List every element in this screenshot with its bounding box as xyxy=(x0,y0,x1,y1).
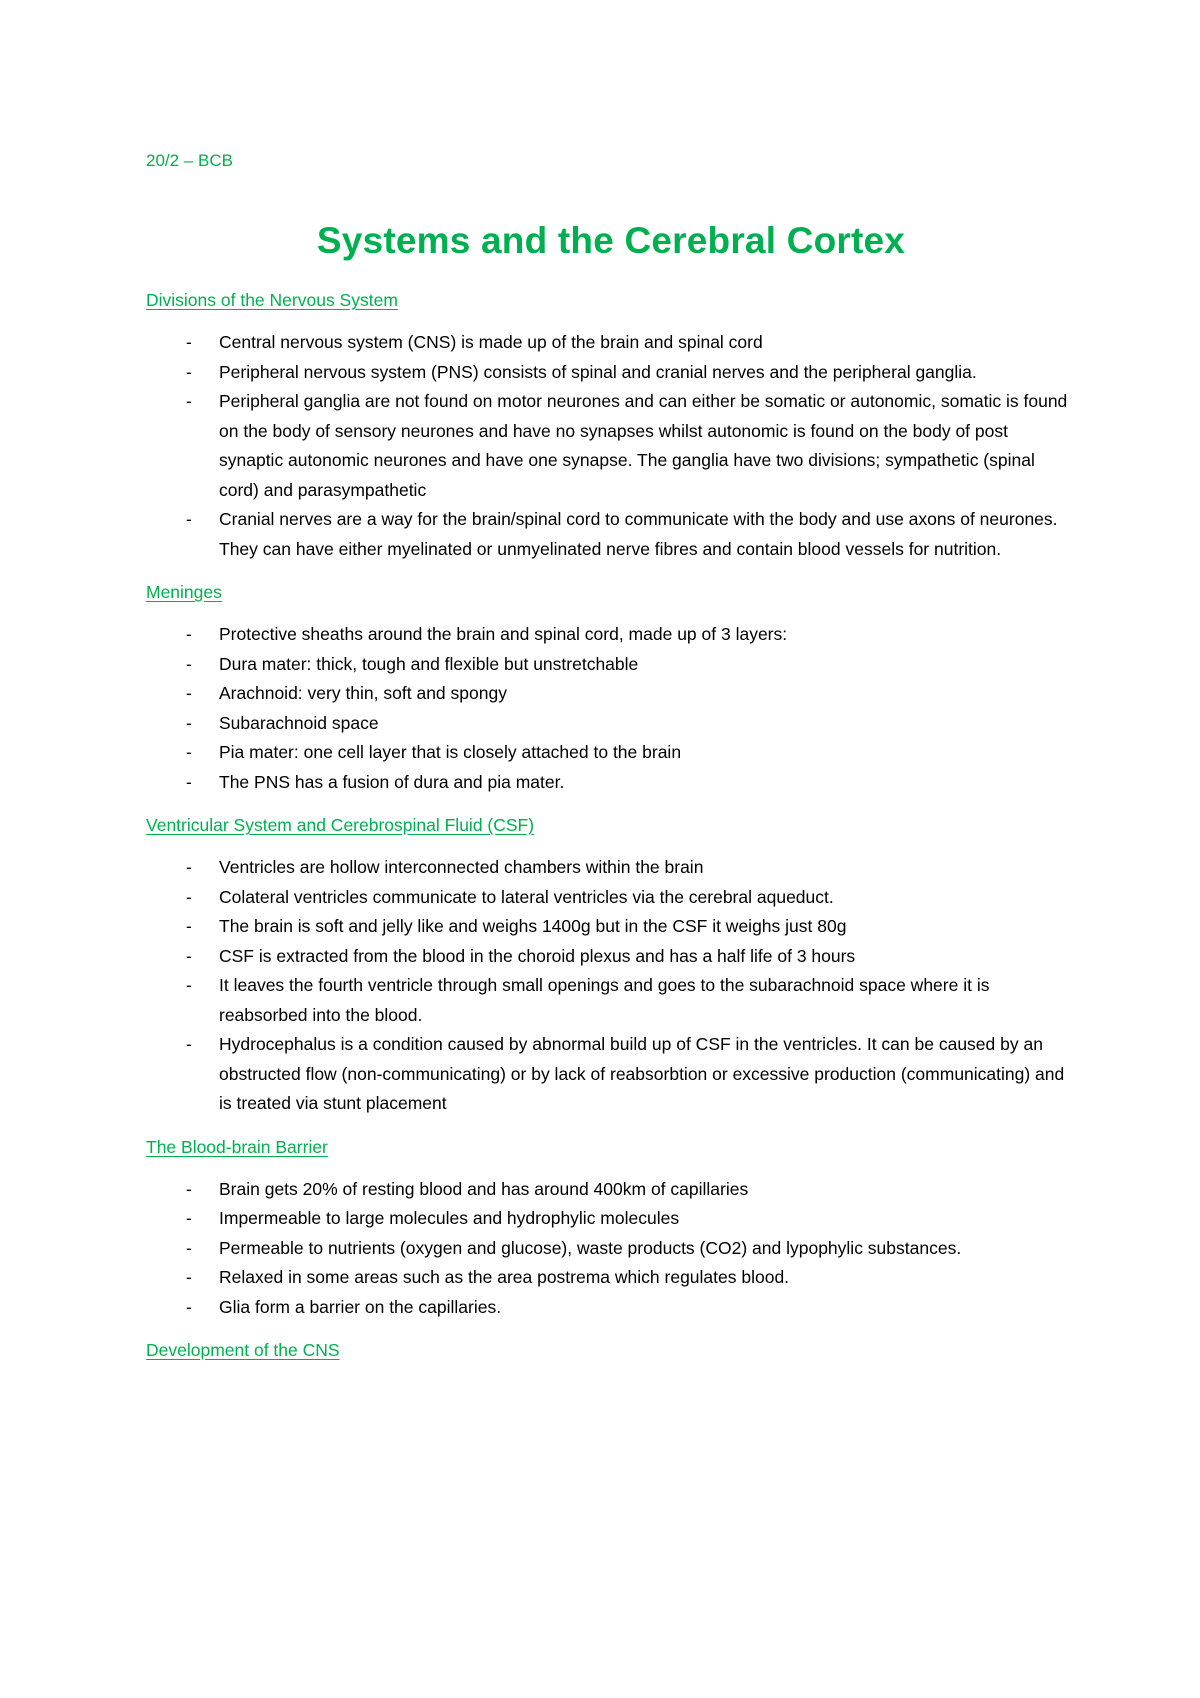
dash-bullet-icon: - xyxy=(186,1267,192,1287)
dash-bullet-icon: - xyxy=(186,712,192,733)
list-item xyxy=(146,387,1076,505)
list-item-text: Arachnoid: very thin, soft and spongy xyxy=(219,683,507,703)
list-item-text: Peripheral ganglia are not found on motor neurones and can either be somatic or autonomic, somatic is found on the body of sensory neurones and have no synapses whilst autonomic is found on the body of post synaptic autonomic neurones and have one synapse. The ganglia have two divisions; sympathetic (spinal cord) and parasympathetic xyxy=(219,391,1068,500)
list-item xyxy=(146,1293,1076,1323)
dash-bullet-icon: - xyxy=(186,916,192,936)
section-heading: Ventricular System and Cerebrospinal Fluid (CSF) xyxy=(146,815,535,835)
list-item xyxy=(146,679,1076,709)
section xyxy=(146,288,1076,564)
list-item-text: Subarachnoid space xyxy=(219,712,379,733)
list-item-text: Relaxed in some areas such as the area postrema which regulates blood. xyxy=(219,1267,790,1287)
list-item-text: Hydrocephalus is a condition caused by abnormal build up of CSF in the ventricles. It can be caused by an obstructed flow (non-communicating) or by lack of reabsorbtion or excessive production (communicating) and is treated via stunt placement xyxy=(219,1034,1065,1113)
date-line: 20/2 – BCB xyxy=(146,151,233,170)
bullet-list xyxy=(146,620,1076,797)
list-item-text: Colateral ventricles communicate to lateral ventricles via the cerebral aqueduct. xyxy=(219,886,834,907)
list-item-text: Brain gets 20% of resting blood and has around 400km of capillaries xyxy=(219,1178,749,1199)
section xyxy=(146,1135,1076,1323)
dash-bullet-icon: - xyxy=(186,771,192,792)
dash-bullet-icon: - xyxy=(186,742,192,762)
list-item xyxy=(146,358,1076,388)
dash-bullet-icon: - xyxy=(186,332,192,352)
list-item-text: Central nervous system (CNS) is made up of the brain and spinal cord xyxy=(219,332,763,352)
list-item xyxy=(146,1204,1076,1234)
list-item-text: Permeable to nutrients (oxygen and glucose), waste products (CO2) and lypophylic substances. xyxy=(219,1237,962,1258)
list-item xyxy=(146,1030,1076,1119)
dash-bullet-icon: - xyxy=(186,624,192,644)
list-item xyxy=(146,650,1076,680)
list-item-text: CSF is extracted from the blood in the choroid plexus and has a half life of 3 hours xyxy=(219,945,856,966)
list-item xyxy=(146,883,1076,913)
list-item-text: Protective sheaths around the brain and spinal cord, made up of 3 layers: xyxy=(219,624,788,644)
section-heading: Divisions of the Nervous System xyxy=(146,290,398,310)
list-item-text: The PNS has a fusion of dura and pia mater. xyxy=(219,771,565,792)
bullet-list xyxy=(146,853,1076,1119)
list-item xyxy=(146,1263,1076,1293)
dash-bullet-icon: - xyxy=(186,1034,192,1054)
dash-bullet-icon: - xyxy=(186,653,192,674)
dash-bullet-icon: - xyxy=(186,361,192,382)
list-item-text: Pia mater: one cell layer that is closely attached to the brain xyxy=(219,742,682,762)
list-item-text: It leaves the fourth ventricle through small openings and goes to the subarachnoid space where it is reabsorbed into the blood. xyxy=(219,975,990,1025)
list-item xyxy=(146,768,1076,798)
list-item-text: Cranial nerves are a way for the brain/spinal cord to communicate with the body and use axons of neurones. They can have either myelinated or unmyelinated nerve fibres and contain blood vessels for nutrition. xyxy=(219,509,1058,559)
document-body xyxy=(146,150,1076,1362)
dash-bullet-icon: - xyxy=(186,1296,192,1317)
dash-bullet-icon: - xyxy=(186,1208,192,1228)
list-item xyxy=(146,1175,1076,1205)
list-item xyxy=(146,853,1076,883)
list-item xyxy=(146,620,1076,650)
list-item-text: Dura mater: thick, tough and flexible but unstretchable xyxy=(219,653,639,674)
section-heading: The Blood-brain Barrier xyxy=(146,1136,328,1157)
list-item-text: Peripheral nervous system (PNS) consists of spinal and cranial nerves and the peripheral ganglia. xyxy=(219,361,977,382)
list-item xyxy=(146,971,1076,1030)
section xyxy=(146,580,1076,797)
dash-bullet-icon: - xyxy=(186,857,192,877)
dash-bullet-icon: - xyxy=(186,391,192,411)
dash-bullet-icon: - xyxy=(186,886,192,907)
section-heading-development: Development of the CNS xyxy=(146,1340,340,1360)
list-item xyxy=(146,1234,1076,1264)
list-item-text: The brain is soft and jelly like and weighs 1400g but in the CSF it weighs just 80g xyxy=(219,916,847,936)
bullet-list xyxy=(146,1175,1076,1323)
list-item xyxy=(146,328,1076,358)
section-heading: Meninges xyxy=(146,582,222,602)
dash-bullet-icon: - xyxy=(186,683,192,703)
dash-bullet-icon: - xyxy=(186,1178,192,1199)
dash-bullet-icon: - xyxy=(186,509,192,529)
dash-bullet-icon: - xyxy=(186,1237,192,1258)
section xyxy=(146,813,1076,1119)
list-item xyxy=(146,505,1076,564)
sections-container xyxy=(146,288,1076,1322)
list-item-text: Glia form a barrier on the capillaries. xyxy=(219,1296,502,1317)
list-item-text: Ventricles are hollow interconnected chambers within the brain xyxy=(219,857,704,877)
page-title: Systems and the Cerebral Cortex xyxy=(316,220,906,261)
list-item-text: Impermeable to large molecules and hydrophylic molecules xyxy=(219,1208,680,1228)
bullet-list xyxy=(146,328,1076,564)
list-item xyxy=(146,709,1076,739)
dash-bullet-icon: - xyxy=(186,945,192,966)
dash-bullet-icon: - xyxy=(186,975,192,995)
list-item xyxy=(146,912,1076,942)
list-item xyxy=(146,738,1076,768)
list-item xyxy=(146,942,1076,972)
